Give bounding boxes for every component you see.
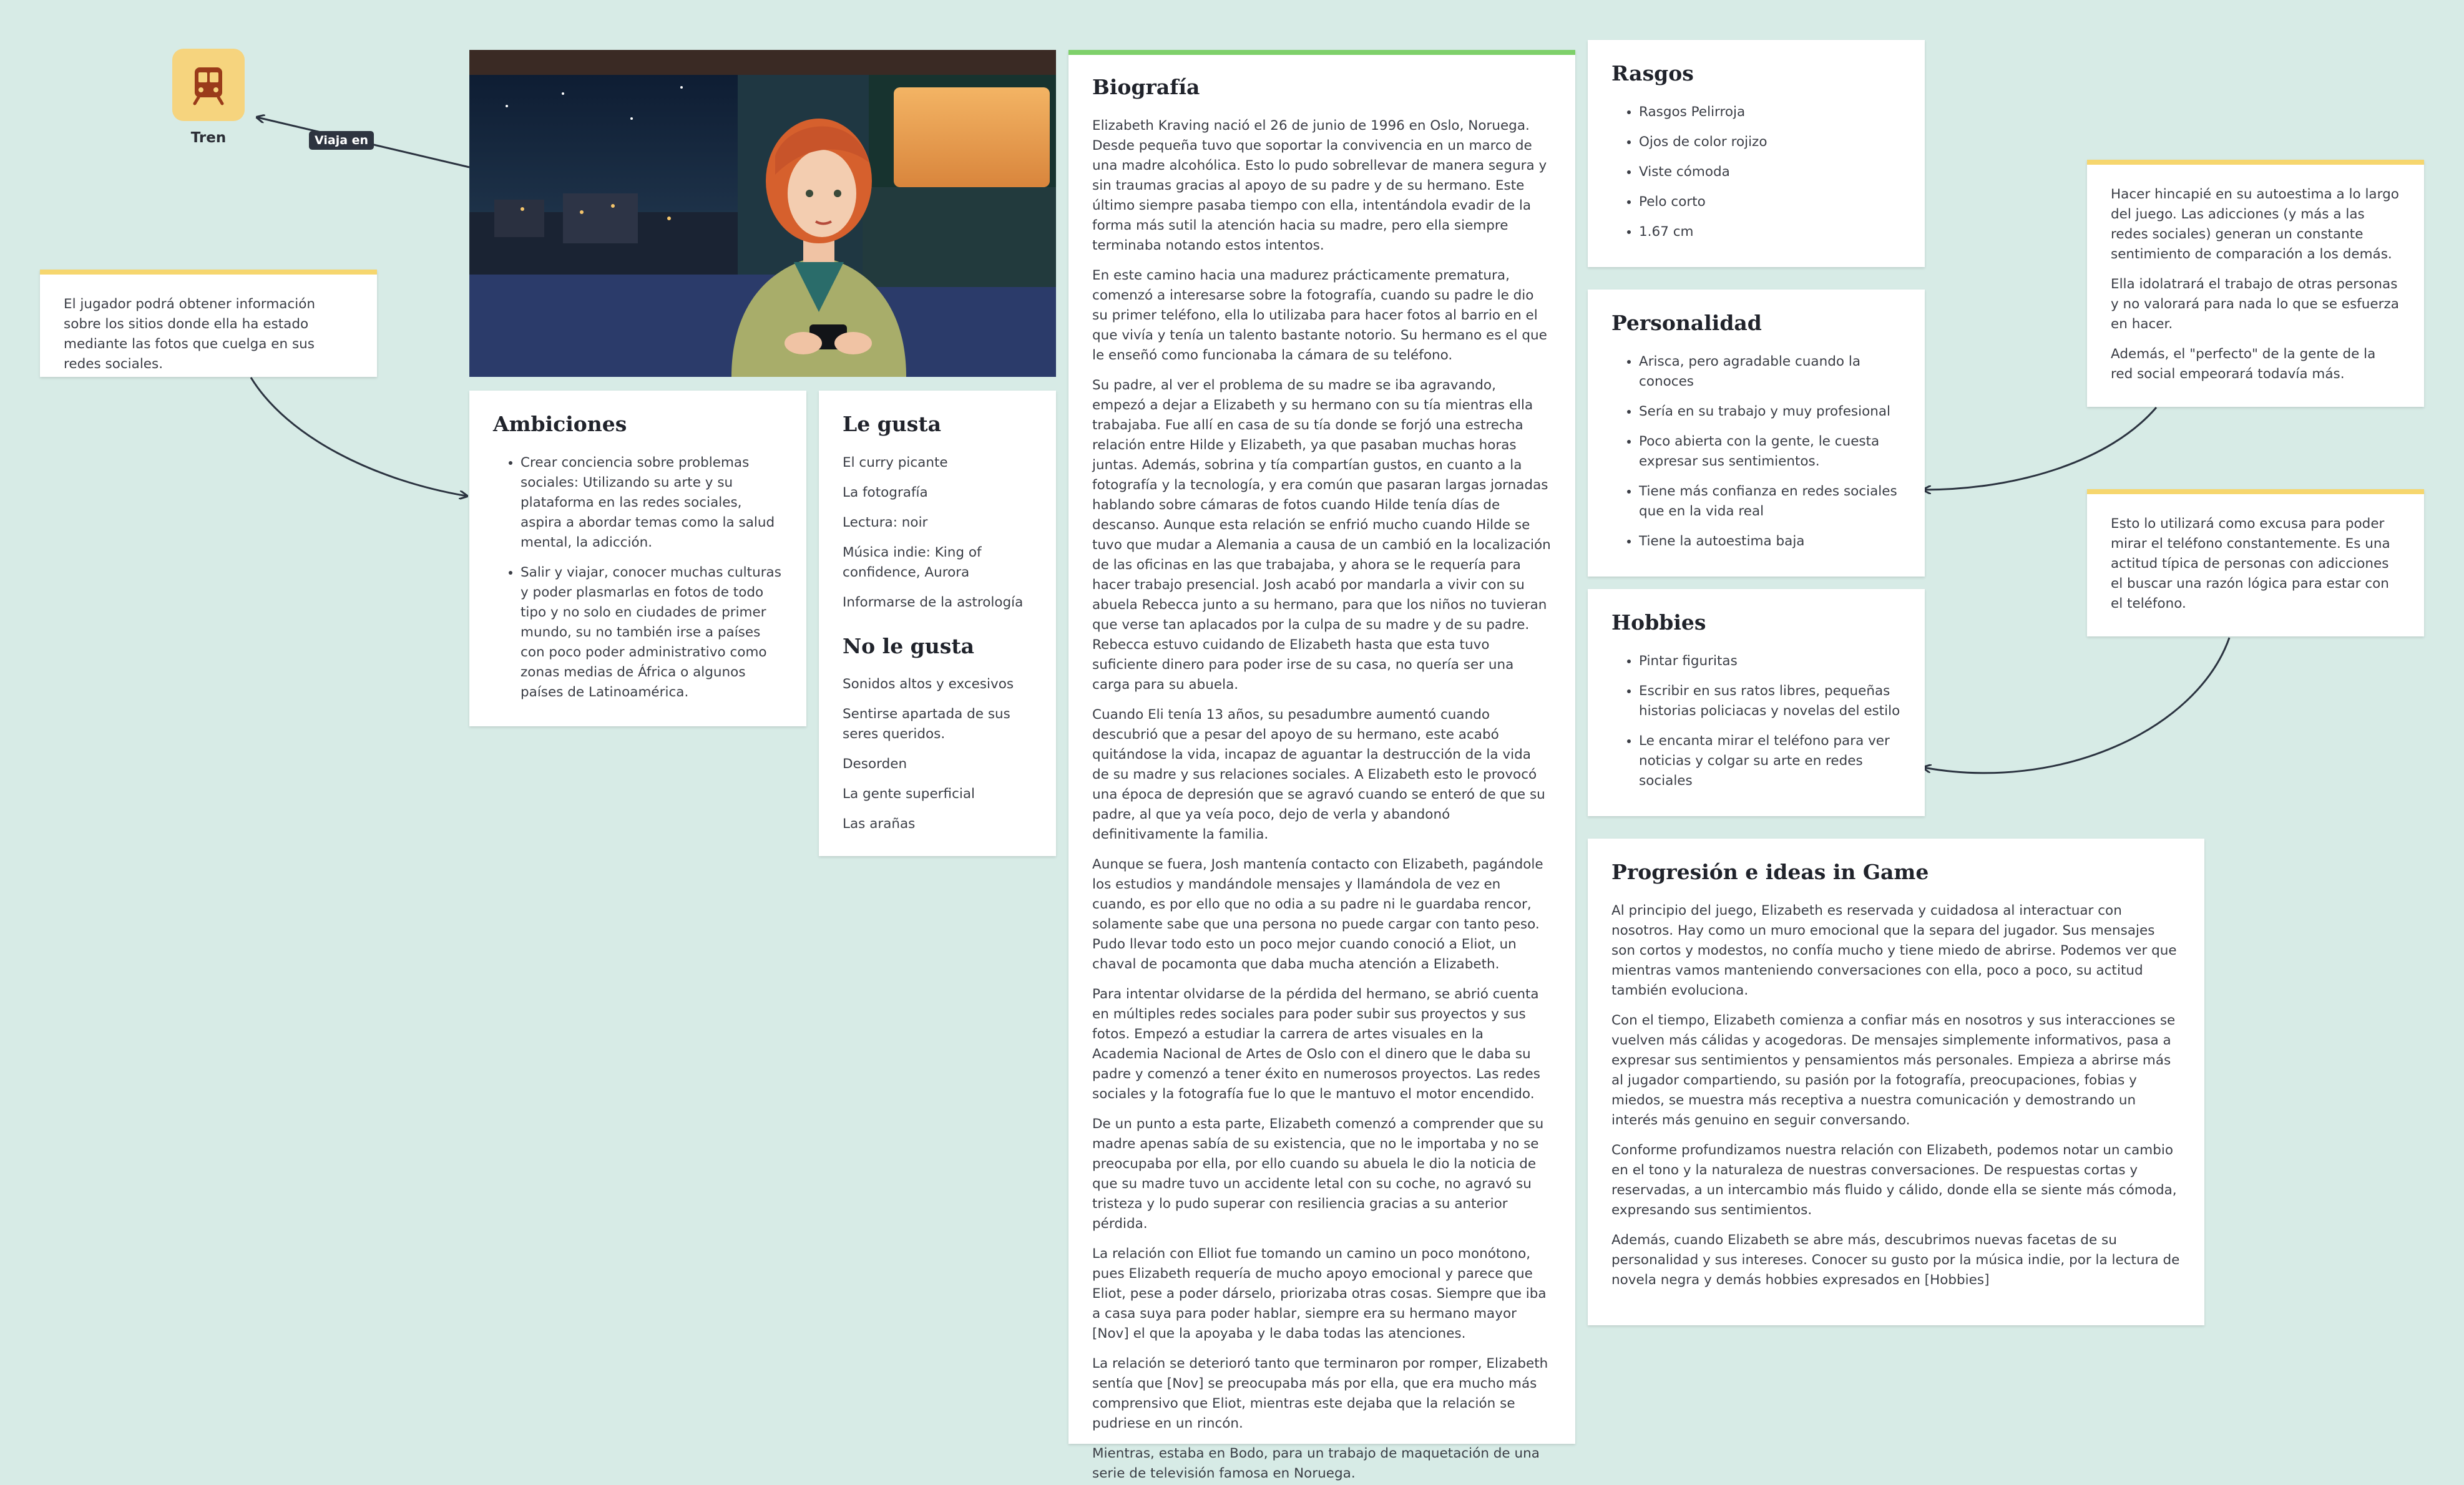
- rasgo-item: • Ojos de color rojizo: [1639, 132, 1901, 152]
- rasgo-item: • Viste cómoda: [1639, 162, 1901, 182]
- tren-label: Tren: [190, 130, 227, 146]
- biografia-paragraph: La relación con Elliot fue tomando un camino un poco monótono, pues Elizabeth requería de mucho apoyo emocional y parece que Eliot, pese a poder dárselo, priorizaba otras cosas. Siempre que iba a casa suya para poder hablar, siempre era su hermano mayor [Nov] el que la apoyaba y le daba todas las atenciones.: [1092, 1245, 1547, 1341]
- rasgo-item: • Rasgos Pelirroja: [1639, 102, 1901, 122]
- no-le-gusta-item: Sentirse apartada de sus seres queridos.: [843, 706, 1010, 742]
- note-text: Ella idolatrará el trabajo de otras personas y no valorará para nada lo que se esfuerza en hacer.: [2111, 276, 2399, 332]
- hobby-item: • Escribir en sus ratos libres, pequeñas historias policiacas y novelas del estilo: [1639, 681, 1901, 721]
- edge-label-viaja-en: Viaja en: [309, 131, 374, 150]
- connector-autoestima-to-personalidad: [1924, 407, 2156, 490]
- no-le-gusta-item: Las arañas: [843, 816, 916, 832]
- biografia-paragraph: Cuando Eli tenía 13 años, su pesadumbre aumentó cuando descubrió que a pesar del apoyo de su hermano, este acabó quitándose la vida, incapaz de aguantar la destrucción de la vida de su madre y sus relaciones sociales. A Elizabeth esto le provocó una época de depresión que se agravó cuando se enteró de que su padre, al que ya veía poco, dejo de verla y abandonó definitivamente la familia.: [1092, 706, 1545, 842]
- biografia-paragraph: De un punto a esta parte, Elizabeth comenzó a comprender que su madre apenas sabía de su existencia, que no le importaba y no se preocupaba por ella, por ello cuando su abuela le dio la noticia de que su madre tuvo un accidente letal con su coche, no agravó su tristeza y lo pudo superar con resiliencia gracias a su anterior pérdida.: [1092, 1116, 1544, 1232]
- personalidad-item: • Sería en su trabajo y muy profesional: [1639, 402, 1901, 422]
- rasgo-item: • Pelo corto: [1639, 192, 1901, 212]
- connector-telefono-to-hobbies: [1924, 638, 2229, 773]
- note-text: Esto lo utilizará como excusa para poder mirar el teléfono constantemente. Es una actitud típica de personas con adicciones el buscar una razón lógica para estar con el teléfono.: [2111, 516, 2390, 611]
- progresion-paragraph: Al principio del juego, Elizabeth es reservada y cuidadosa al interactuar con nosotros. Hay como un muro emocional que la separa del jugador. Sus mensajes son cortos y modestos, no confía mucho y tiene miedo de abrirse. Podemos ver que mientras vamos manteniendo conversaciones con ella, poco a poco, su actitud también evoluciona.: [1611, 902, 2177, 998]
- note-text: Además, el "perfecto" de la gente de la red social empeorará todavía más.: [2111, 346, 2376, 382]
- hobbies-card[interactable]: [1588, 589, 1925, 816]
- rasgos-title: Rasgos: [1611, 61, 1694, 85]
- le-gusta-item: Informarse de la astrología: [843, 594, 1024, 610]
- personalidad-item: • Arisca, pero agradable cuando la conoces: [1639, 352, 1901, 392]
- biografia-paragraph: En este camino hacia una madurez prácticamente prematura, comenzó a interesarse sobre la fotografía, cuando su padre le dio su primer teléfono, ella lo utilizaba para hacer fotos al barrio en el que vivía y tenía un talento bastante notorio. Su hermano es el que le enseñó como funcionaba la cámara de su teléfono.: [1092, 267, 1547, 363]
- biografia-paragraph: Su padre, al ver el problema de su madre se iba agravando, empezó a dejar a Elizabeth y su hermano con su tía mientras ella trabajaba. Fue allí en casa de su tía donde se forjó una estrecha relación entre Hilde y Elizabeth, ya que pasaban muchas horas juntas. Además, sobrina y tía compartían gustos, en cuanto a la fotografía y la tecnología, y era común que pasaran largas jornadas hablando sobre cámaras de fotos cuando Hilde tenía días de descanso. Aunque esta relación se enfrió mucho cuando Hilde se tuvo que mudar a Alemania a causa de un cambió en la localización de las oficinas en las que trabajaba, y ahora se le requería para hacer trabajo presencial. Josh acabó por mandarla a vivir con su abuela Rebecca junto a su hermano, para que los niños no tuvieran que verse tan aplacados por la culpa de su madre y de su padre. Rebecca estuvo cuidando de Elizabeth hasta que esta tuvo suficiente dinero para poder irse de su casa, no quería ser una carga para su abuela.: [1092, 377, 1551, 693]
- tren-node[interactable]: [172, 49, 245, 121]
- personalidad-item: • Tiene más confianza en redes sociales que en la vida real: [1639, 482, 1901, 522]
- note-text: El jugador podrá obtener información sobre los sitios donde ella ha estado mediante las fotos que cuelga en sus redes sociales.: [64, 296, 316, 372]
- note-info-sitios[interactable]: [40, 270, 377, 377]
- personalidad-card[interactable]: [1588, 290, 1925, 577]
- progresion-title: Progresión e ideas in Game: [1611, 860, 1929, 884]
- le-gusta-item: El curry picante: [843, 454, 948, 470]
- biografia-paragraph: Mientras, estaba en Bodo, para un trabajo de maquetación de una serie de televisión famosa en Noruega.: [1092, 1445, 1540, 1481]
- rasgos-card[interactable]: [1588, 40, 1925, 267]
- biografia-title: Biografía: [1092, 75, 1200, 99]
- ambicion-item: • Crear conciencia sobre problemas sociales: Utilizando su arte y su plataforma en las redes sociales, aspira a abordar temas como la salud mental, la adicción.: [521, 453, 783, 553]
- hobbies-title: Hobbies: [1611, 610, 1706, 635]
- progresion-paragraph: Conforme profundizamos nuestra relación con Elizabeth, podemos notar un cambio en el tono y la naturaleza de nuestras conversaciones. De respuestas cortas y reservadas, a un intercambio más fluido y cálido, donde ella se siente más cómoda, expresando sus sentimientos.: [1611, 1142, 2177, 1218]
- biografia-paragraph: Aunque se fuera, Josh mantenía contacto con Elizabeth, pagándole los estudios y mandándole mensajes y llamándola de vez en cuando, es por ello que no odia a su padre ni le guardaba rencor, solamente sabe que una persona no puede cargar con tanto peso. Pudo llevar todo esto un poco mejor cuando conoció a Eliot, un chaval de pocamonta que daba mucha atención a Elizabeth.: [1092, 856, 1543, 972]
- le-gusta-title: Le gusta: [843, 412, 941, 436]
- biografia-card[interactable]: [1068, 50, 1575, 1481]
- personalidad-title: Personalidad: [1611, 311, 1762, 335]
- le-gusta-item: Lectura: noir: [843, 514, 928, 530]
- no-le-gusta-title: No le gusta: [843, 633, 974, 658]
- ambiciones-card[interactable]: [469, 391, 806, 726]
- progresion-paragraph: Con el tiempo, Elizabeth comienza a confiar más en nosotros y sus interacciones se vuelven más cálidas y acogedoras. De mensajes simplemente informativos, pasa a expresar sus sentimientos y pensamientos más personales. Empieza a abrirse más al jugador compartiendo, su pasión por la fotografía, preocupaciones, fobias y miedos, se muestra más receptiva a nuestra comunicación y demostrando un interés más genuino en seguir conversando.: [1611, 1012, 2176, 1128]
- biografia-paragraph: Elizabeth Kraving nació el 26 de junio de 1996 en Oslo, Noruega. Desde pequeña tuvo que soportar la convivencia en un marco de una madre alcohólica. Esto lo pudo sobrellevar de manera segura y sin traumas gracias al apoyo de su padre y de su hermano. Este último siempre pasaba tiempo con ella, intentándola evadir de la forma más sutil la atención hacia su madre, pero ella siempre terminaba notando estos intentos.: [1092, 117, 1547, 253]
- progresion-card[interactable]: [1588, 839, 2204, 1325]
- note-text: Hacer hincapié en su autoestima a lo largo del juego. Las adicciones (y más a las redes sociales) generan un constante sentimiento de comparación a los demás.: [2111, 187, 2399, 262]
- hobby-item: • Le encanta mirar el teléfono para ver noticias y colgar su arte en redes sociales: [1639, 731, 1901, 791]
- progresion-paragraph: Además, cuando Elizabeth se abre más, descubrimos nuevas facetas de su personalidad y sus intereses. Conocer su gusto por la música indie, por la lectura de novela negra y demás hobbies expresados en [Hobbies]: [1611, 1232, 2180, 1288]
- biografia-paragraph: La relación se deterioró tanto que terminaron por romper, Elizabeth sentía que [Nov] se preocupaba más por ella, que era mucho más comprensivo que Eliot, mientras este dejaba que la relación se pudriese en un rincón.: [1092, 1355, 1548, 1431]
- no-le-gusta-item: La gente superficial: [843, 786, 975, 802]
- le-gusta-item: Música indie: King of confidence, Aurora: [843, 544, 982, 580]
- hobby-item: • Pintar figuritas: [1639, 651, 1901, 671]
- gustos-card[interactable]: [819, 391, 1056, 856]
- biografia-paragraph: Para intentar olvidarse de la pérdida del hermano, se abrió cuenta en múltiples redes sociales para poder subir sus proyectos y sus fotos. Empezó a estudiar la carrera de artes visuales en la Academia Nacional de Artes de Oslo con el dinero que le daba su padre y comenzó a tener éxito en numerosos proyectos. Las redes sociales y la fotografía fue lo que le mantuvo el motor encendido.: [1092, 986, 1540, 1102]
- le-gusta-item: La fotografía: [843, 484, 928, 500]
- character-illustration: [469, 50, 1056, 377]
- connector-note-to-ambiciones: [251, 377, 467, 496]
- personalidad-item: • Tiene la autoestima baja: [1639, 532, 1901, 552]
- note-telefono[interactable]: [2087, 489, 2424, 636]
- rasgo-item: • 1.67 cm: [1639, 222, 1901, 242]
- no-le-gusta-item: Desorden: [843, 756, 907, 772]
- ambicion-item: • Salir y viajar, conocer muchas culturas y poder plasmarlas en fotos de todo tipo y no solo en ciudades de primer mundo, su no también irse a países con poco poder administrativo como zonas medias de África o algunos países de Latinoamérica.: [521, 563, 783, 703]
- ambiciones-title: Ambiciones: [493, 412, 627, 436]
- no-le-gusta-item: Sonidos altos y excesivos: [843, 676, 1014, 693]
- note-autoestima[interactable]: [2087, 160, 2424, 407]
- train-icon: [172, 49, 245, 121]
- personalidad-item: • Poco abierta con la gente, le cuesta expresar sus sentimientos.: [1639, 432, 1901, 472]
